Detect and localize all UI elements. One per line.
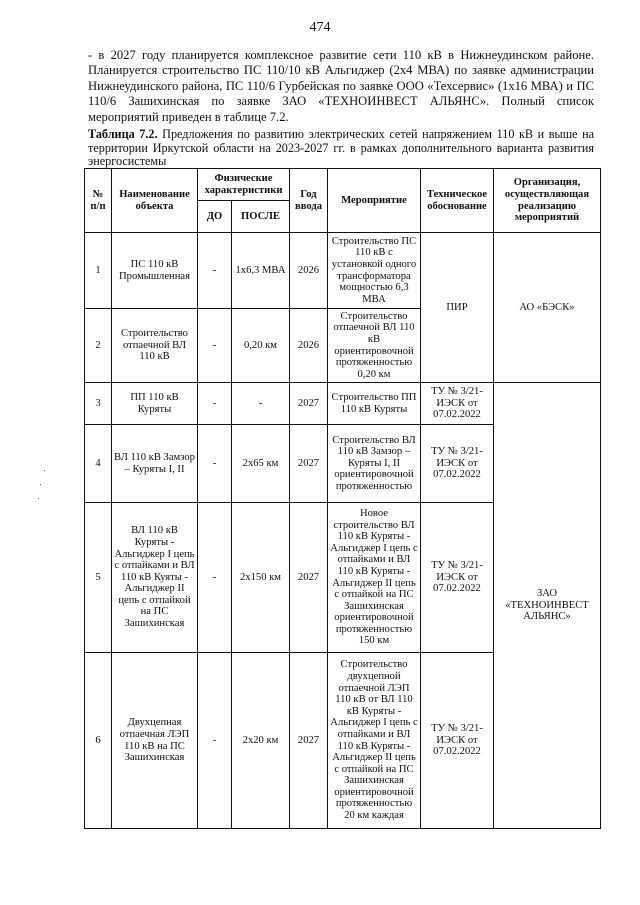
- cell-after: 0,20 км: [232, 309, 290, 383]
- cell-org-merged-besk: АО «БЭСК»: [494, 233, 601, 383]
- cell-name: ВЛ 110 кВ Куряты - Альгиджер I цепь с отпайками и ВЛ 110 кВ Куяты - Альгиджер II цепь с отпайкой на ПС Зашихинская: [112, 503, 198, 653]
- proposals-table: [84, 168, 601, 829]
- cell-year: 2026: [290, 233, 328, 309]
- table-caption: [88, 128, 594, 169]
- cell-name: ВЛ 110 кВ Замзор – Куряты I, II: [112, 425, 198, 503]
- cell-num: 1: [85, 233, 112, 309]
- cell-after: 2х150 км: [232, 503, 290, 653]
- cell-measure: Строительство отпаечной ВЛ 110 кВ ориентировочной протяженностью 0,20 км: [328, 309, 421, 383]
- scan-speck: [38, 498, 39, 499]
- cell-name: Двухцепная отпаечная ЛЭП 110 кВ на ПС Зашихинская: [112, 653, 198, 829]
- cell-num: 5: [85, 503, 112, 653]
- cell-before: -: [198, 503, 232, 653]
- table-row: [85, 383, 601, 425]
- header-year: Год ввода: [290, 169, 328, 233]
- cell-num: 6: [85, 653, 112, 829]
- cell-year: 2027: [290, 503, 328, 653]
- header-num: № п/п: [85, 169, 112, 233]
- cell-num: 3: [85, 383, 112, 425]
- cell-year: 2027: [290, 653, 328, 829]
- cell-after: -: [232, 383, 290, 425]
- cell-tech: ТУ № 3/21-ИЭСК от 07.02.2022: [421, 653, 494, 829]
- cell-num: 2: [85, 309, 112, 383]
- scan-speck: [40, 484, 41, 485]
- cell-year: 2027: [290, 383, 328, 425]
- cell-tech: ТУ № 3/21-ИЭСК от 07.02.2022: [421, 503, 494, 653]
- cell-year: 2027: [290, 425, 328, 503]
- cell-measure: Строительство ПС 110 кВ с установкой одного трансформатора мощностью 6,3 МВА: [328, 233, 421, 309]
- cell-after: 2х20 км: [232, 653, 290, 829]
- table-header-row: [85, 169, 601, 201]
- scan-speck: [44, 470, 45, 471]
- cell-before: -: [198, 233, 232, 309]
- cell-measure: Строительство ПП 110 кВ Куряты: [328, 383, 421, 425]
- cell-measure: Строительство двухцепной отпаечной ЛЭП 110 кВ от ВЛ 110 кВ Куряты - Альгиджер I цепь с отпайками и ВЛ 110 кВ Куряты - Альгиджер II цепь с отпайкой на ПС Зашихинская ориентировочной протяженностью 20 км каждая: [328, 653, 421, 829]
- header-physical: Физические характеристики: [198, 169, 290, 201]
- cell-measure: Новое строительство ВЛ 110 кВ Куряты - Альгиджер I цепь с отпайками и ВЛ 110 кВ Куряты - Альгиджер II цепь с отпайкой на ПС Зашихинская ориентировочной протяженностью 150 км: [328, 503, 421, 653]
- cell-before: -: [198, 653, 232, 829]
- header-before: ДО: [198, 201, 232, 233]
- cell-tech-merged: ПИР: [421, 233, 494, 383]
- cell-before: -: [198, 309, 232, 383]
- cell-name: Строительство отпаечной ВЛ 110 кВ: [112, 309, 198, 383]
- body-paragraph: - в 2027 году планируется комплексное развитие сети 110 кВ в Нижнеудинском районе. Планируется строительство ПС 110/10 кВ Альгиджер (2х4 МВА) по заявке администрации Нижнеудинского района, ПС 110/6 Гурбейская по заявке ООО «Техсервис» (1х16 МВА) и ПС 110/6 Зашихинская по заявке ЗАО «ТЕХНОИНВЕСТ АЛЬЯНС». Полный список мероприятий приведен в таблице 7.2.: [88, 48, 594, 124]
- header-name: Наименование объекта: [112, 169, 198, 233]
- header-org: Организация, осуществляющая реализацию мероприятий: [494, 169, 601, 233]
- cell-tech: ТУ № 3/21-ИЭСК от 07.02.2022: [421, 425, 494, 503]
- table-caption-text: Предложения по развитию электрических сетей напряжением 110 кВ и выше на территории Иркутской области на 2023-2027 гг. в рамках дополнительного варианта развития энергосистемы: [88, 127, 595, 169]
- page-number: 474: [309, 20, 331, 35]
- table-caption-label: Таблица 7.2.: [88, 127, 158, 141]
- cell-year: 2026: [290, 309, 328, 383]
- cell-before: -: [198, 383, 232, 425]
- cell-after: 1х6,3 МВА: [232, 233, 290, 309]
- header-tech: Техническое обоснование: [421, 169, 494, 233]
- table-row: [85, 233, 601, 309]
- cell-after: 2х65 км: [232, 425, 290, 503]
- cell-tech: ТУ № 3/21-ИЭСК от 07.02.2022: [421, 383, 494, 425]
- cell-num: 4: [85, 425, 112, 503]
- cell-name: ПС 110 кВ Промышленная: [112, 233, 198, 309]
- cell-name: ПП 110 кВ Куряты: [112, 383, 198, 425]
- cell-before: -: [198, 425, 232, 503]
- header-after: ПОСЛЕ: [232, 201, 290, 233]
- cell-org-merged-technoinvest: ЗАО «ТЕХНОИНВЕСТ АЛЬЯНС»: [494, 383, 601, 829]
- cell-measure: Строительство ВЛ 110 кВ Замзор – Куряты I, II ориентировочной протяженностью: [328, 425, 421, 503]
- header-measure: Мероприятие: [328, 169, 421, 233]
